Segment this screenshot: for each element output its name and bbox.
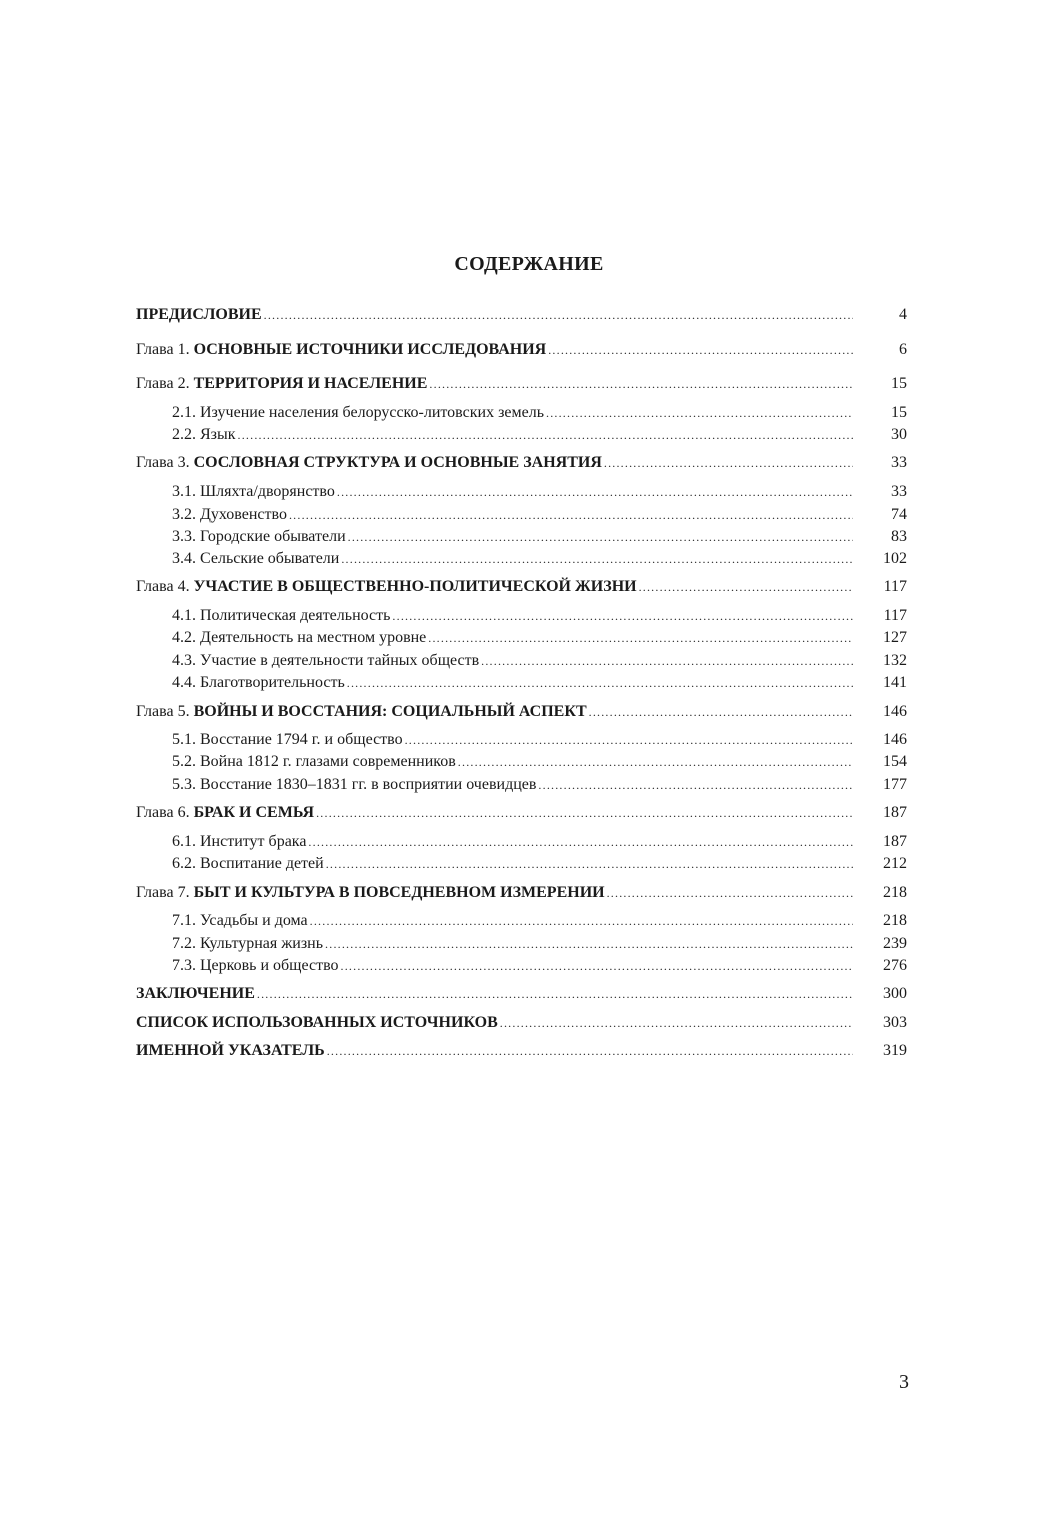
leader-dots xyxy=(607,882,853,904)
toc-entry[interactable] xyxy=(0,831,1058,853)
leader-dots xyxy=(310,910,853,932)
toc-entry-page: 117 xyxy=(883,578,907,595)
leader-dots xyxy=(257,983,853,1005)
toc-entry-title: ЗАКЛЮЧЕНИЕ xyxy=(136,985,255,1002)
toc-entry-page: 6 xyxy=(899,341,907,358)
leader-dots xyxy=(639,576,853,598)
toc-entry-title: 3.4. Сельские обыватели xyxy=(172,550,340,567)
leader-dots xyxy=(458,751,853,773)
leader-dots xyxy=(264,304,853,326)
leader-dots xyxy=(326,853,853,875)
leader-dots xyxy=(481,650,853,672)
toc-entry[interactable] xyxy=(0,774,1058,796)
toc-entry-title: ВОЙНЫ И ВОССТАНИЯ: СОЦИАЛЬНЫЙ АСПЕКТ xyxy=(193,703,587,720)
toc-entry-title: БЫТ И КУЛЬТУРА В ПОВСЕДНЕВНОМ ИЗМЕРЕНИИ xyxy=(193,884,605,901)
leader-dots xyxy=(429,373,853,395)
toc-entry-page: 4 xyxy=(899,306,907,323)
toc-entry[interactable] xyxy=(0,1012,1058,1034)
leader-dots xyxy=(341,955,853,977)
toc-entry-page: 83 xyxy=(891,528,907,545)
toc-entry[interactable] xyxy=(0,650,1058,672)
toc-entry-title: 5.1. Восстание 1794 г. и общество xyxy=(172,731,403,748)
toc-entry-title: 4.3. Участие в деятельности тайных обществ xyxy=(172,652,480,669)
toc-entry-page: 33 xyxy=(891,483,907,500)
toc-entry-page: 177 xyxy=(883,776,907,793)
toc-entry[interactable] xyxy=(0,1040,1058,1062)
leader-dots xyxy=(604,452,853,474)
toc-entry[interactable] xyxy=(0,853,1058,875)
leader-dots xyxy=(325,933,853,955)
toc-entry-page: 154 xyxy=(883,753,907,770)
leader-dots xyxy=(500,1012,853,1034)
leader-dots xyxy=(337,481,853,503)
toc-entry-title: 5.3. Восстание 1830–1831 гг. в восприятии очевидцев xyxy=(172,776,537,793)
toc-entry-page: 300 xyxy=(883,985,907,1002)
toc-entry-page: 127 xyxy=(883,629,907,646)
toc-entry[interactable]: Глава 2. ТЕРРИТОРИЯ И НАСЕЛЕНИЕ ..... 15 xyxy=(0,373,1058,395)
toc-entry-title: БРАК И СЕМЬЯ xyxy=(193,804,315,821)
leader-dots xyxy=(405,729,853,751)
toc-entry[interactable] xyxy=(0,424,1058,446)
toc-entry-page: 132 xyxy=(883,652,907,669)
leader-dots xyxy=(238,424,853,446)
toc-entry-title: УЧАСТИЕ В ОБЩЕСТВЕННО-ПОЛИТИЧЕСКОЙ ЖИЗНИ xyxy=(193,578,637,595)
toc-entry[interactable] xyxy=(0,751,1058,773)
toc-entry-title: 2.1. Изучение населения белорусско-литовских земель xyxy=(172,404,544,421)
toc-entry[interactable] xyxy=(0,955,1058,977)
toc-entry-page: 102 xyxy=(883,550,907,567)
toc-entry-page: 218 xyxy=(883,912,907,929)
toc-entry-title: 7.2. Культурная жизнь xyxy=(172,935,324,952)
leader-dots xyxy=(589,701,853,723)
toc-entry[interactable]: Глава 7. БЫТ И КУЛЬТУРА В ПОВСЕДНЕВНОМ ИЗМЕРЕНИИ ..... 218 xyxy=(0,882,1058,904)
toc-entry[interactable] xyxy=(0,605,1058,627)
toc-entry-title: ПРЕДИСЛОВИЕ xyxy=(136,306,262,323)
leader-dots xyxy=(308,831,853,853)
toc-entry-page: 33 xyxy=(891,454,907,471)
toc-entry-title: 4.4. Благотворительность xyxy=(172,674,345,691)
leader-dots xyxy=(316,802,853,824)
toc-entry[interactable] xyxy=(0,983,1058,1005)
toc-entry-page: 303 xyxy=(883,1014,907,1031)
toc-entry[interactable]: Глава 3. СОСЛОВНАЯ СТРУКТУРА И ОСНОВНЫЕ ЗАНЯТИЯ ..... 33 xyxy=(0,452,1058,474)
toc-entry-page: 276 xyxy=(883,957,907,974)
toc-entry-page: 146 xyxy=(883,731,907,748)
toc-entry[interactable] xyxy=(0,672,1058,694)
leader-dots xyxy=(392,605,853,627)
toc-entry-page: 30 xyxy=(891,426,907,443)
toc-entry-page: 212 xyxy=(883,855,907,872)
toc-entry-page: 15 xyxy=(891,375,907,392)
toc-entry-title: 4.1. Политическая деятельность xyxy=(172,607,391,624)
leader-dots xyxy=(548,339,853,361)
leader-dots xyxy=(428,627,853,649)
toc-entry-page: 15 xyxy=(891,404,907,421)
toc-entry-page: 239 xyxy=(883,935,907,952)
leader-dots xyxy=(289,504,853,526)
toc-entry-title: СОСЛОВНАЯ СТРУКТУРА И ОСНОВНЫЕ ЗАНЯТИЯ xyxy=(193,454,602,471)
leader-dots xyxy=(341,548,853,570)
toc-entry-title: ТЕРРИТОРИЯ И НАСЕЛЕНИЕ xyxy=(193,375,428,392)
toc-entry-page: 319 xyxy=(883,1042,907,1059)
leader-dots xyxy=(348,526,853,548)
toc-entry-title: 7.3. Церковь и общество xyxy=(172,957,339,974)
toc-entry[interactable] xyxy=(0,548,1058,570)
toc-entry[interactable] xyxy=(0,627,1058,649)
toc-entry[interactable] xyxy=(0,933,1058,955)
toc-entry-title: 6.2. Воспитание детей xyxy=(172,855,324,872)
toc-entry-title: 3.1. Шляхта/дворянство xyxy=(172,483,335,500)
toc-entry[interactable] xyxy=(0,304,1058,326)
toc-entry-title: 4.2. Деятельность на местном уровне xyxy=(172,629,427,646)
toc-entry[interactable]: Глава 6. БРАК И СЕМЬЯ ..... 187 xyxy=(0,802,1058,824)
toc-entry-title: 2.2. Язык xyxy=(172,426,236,443)
toc-entry-page: 187 xyxy=(883,833,907,850)
page-number: 3 xyxy=(899,1371,909,1393)
leader-dots xyxy=(546,402,853,424)
toc-entry[interactable] xyxy=(0,729,1058,751)
toc-entry-title: ОСНОВНЫЕ ИСТОЧНИКИ ИССЛЕДОВАНИЯ xyxy=(193,341,547,358)
toc-entry[interactable] xyxy=(0,910,1058,932)
toc-entry[interactable]: Глава 1. ОСНОВНЫЕ ИСТОЧНИКИ ИССЛЕДОВАНИЯ ..... 6 xyxy=(0,339,1058,361)
toc-entry-page: 117 xyxy=(883,607,907,624)
toc-entry[interactable] xyxy=(0,402,1058,424)
toc-entry[interactable]: Глава 5. ВОЙНЫ И ВОССТАНИЯ: СОЦИАЛЬНЫЙ АСПЕКТ ..... 146 xyxy=(0,701,1058,723)
toc-entry-title: 3.2. Духовенство xyxy=(172,506,287,523)
leader-dots xyxy=(347,672,853,694)
toc-entry-title: 5.2. Война 1812 г. глазами современников xyxy=(172,753,456,770)
toc-entry-title: ИМЕННОЙ УКАЗАТЕЛЬ xyxy=(136,1042,325,1059)
toc-entry-title: 6.1. Институт брака xyxy=(172,833,307,850)
toc-entry-page: 146 xyxy=(883,703,907,720)
toc-entry-title: 3.3. Городские обыватели xyxy=(172,528,346,545)
toc-entry[interactable]: Глава 4. УЧАСТИЕ В ОБЩЕСТВЕННО-ПОЛИТИЧЕСКОЙ ЖИЗНИ ..... 117 xyxy=(0,576,1058,598)
toc-entry-page: 74 xyxy=(891,506,907,523)
toc-entry[interactable] xyxy=(0,481,1058,503)
toc-entry-title: СПИСОК ИСПОЛЬЗОВАННЫХ ИСТОЧНИКОВ xyxy=(136,1014,498,1031)
leader-dots xyxy=(327,1040,853,1062)
toc-entry[interactable] xyxy=(0,504,1058,526)
toc-entry-page: 218 xyxy=(883,884,907,901)
toc-entry-page: 141 xyxy=(883,674,907,691)
leader-dots xyxy=(538,774,853,796)
toc-title: СОДЕРЖАНИЕ xyxy=(454,253,604,275)
toc-entry-title: 7.1. Усадьбы и дома xyxy=(172,912,308,929)
toc-entry[interactable] xyxy=(0,526,1058,548)
toc-entry-page: 187 xyxy=(883,804,907,821)
